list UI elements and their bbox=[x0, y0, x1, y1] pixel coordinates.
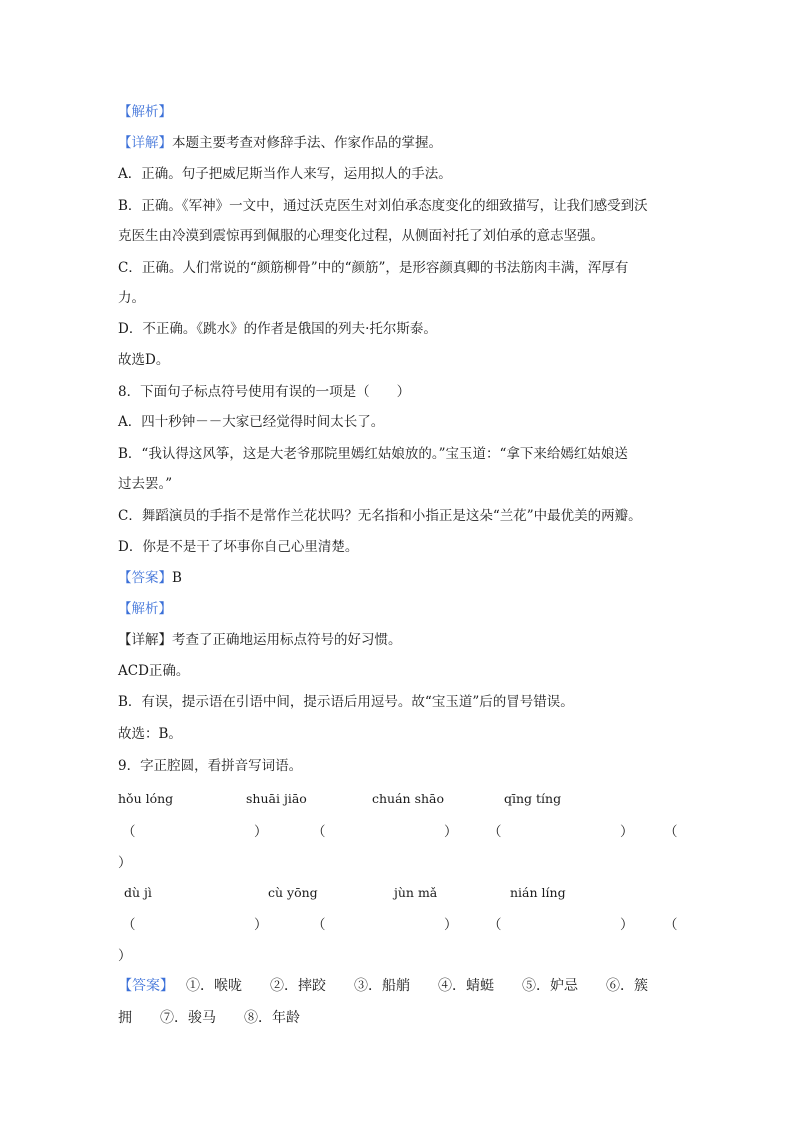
question-8-answer bbox=[118, 568, 182, 588]
pinyin-4: qīng tíng bbox=[504, 791, 562, 806]
final-answer-8: 故选：B。 bbox=[118, 726, 182, 742]
question-8-stem: 8．下面句子标点符号使用有误的一项是（ ） bbox=[118, 384, 411, 400]
blank-3-open: （ bbox=[488, 824, 502, 840]
blank-4-open: （ bbox=[664, 824, 678, 840]
xiangjie-tag-8: 【详解】 bbox=[118, 632, 172, 648]
question-8-option-a: A．四十秒钟－－大家已经觉得时间太长了。 bbox=[118, 414, 385, 430]
blank-2-close: ） bbox=[444, 824, 458, 840]
blank-7-close: ） bbox=[620, 917, 634, 933]
option-a-analysis: A．正确。句子把威尼斯当作人来写，运用拟人的手法。 bbox=[118, 166, 452, 182]
blank-4-close: ） bbox=[118, 855, 132, 871]
pinyin-6: cù yōng bbox=[268, 885, 318, 900]
question-9-answer-line2: 拥 ⑦．骏马 ⑧．年龄 bbox=[118, 1010, 300, 1026]
option-c-analysis-line1: C．正确。人们常说的“颜筋柳骨”中的“颜筋”，是形容颜真卿的书法筋肉丰满，浑厚有 bbox=[118, 260, 629, 276]
xiangjie-tag-1: 【详解】 bbox=[118, 135, 172, 151]
blank-5-close: ） bbox=[254, 917, 268, 933]
option-b-explanation: B．有误，提示语在引语中间，提示语后用逗号。故“宝玉道”后的冒号错误。 bbox=[118, 694, 574, 710]
answer-tag-9: 【答案】 bbox=[118, 978, 174, 994]
pinyin-5: dù jì bbox=[124, 885, 152, 900]
jiexi-tag-8: 【解析】 bbox=[118, 601, 172, 617]
question-8-option-b-line2: 过去罢。” bbox=[118, 476, 173, 492]
blank-6-open: （ bbox=[312, 917, 326, 933]
pinyin-2: shuāi jiāo bbox=[246, 791, 307, 806]
blank-6-close: ） bbox=[444, 917, 458, 933]
blank-8-close: ） bbox=[118, 948, 132, 964]
pinyin-1: hǒu lóng bbox=[118, 791, 174, 806]
answer-conclusion-1: 故选D。 bbox=[118, 352, 170, 368]
document-page bbox=[118, 0, 688, 1123]
question-8-option-b-line1: B．“我认得这风筝，这是大老爷那院里嫣红姑娘放的。”宝玉道：“拿下来给嫣红姑娘送 bbox=[118, 446, 628, 462]
xiangjie-text-1: 本题主要考查对修辞手法、作家作品的掌握。 bbox=[172, 135, 442, 151]
xiangjie-line-8 bbox=[118, 630, 402, 650]
question-9-stem: 9．字正腔圆，看拼音写词语。 bbox=[118, 758, 303, 774]
pinyin-8: nián líng bbox=[510, 885, 566, 900]
pinyin-3: chuán shāo bbox=[372, 791, 445, 806]
xiangjie-text-8: 考查了正确地运用标点符号的好习惯。 bbox=[172, 632, 402, 648]
answer-value-8: B bbox=[172, 570, 182, 586]
blank-8-open: （ bbox=[664, 917, 678, 933]
option-c-analysis-line2: 力。 bbox=[118, 290, 145, 306]
answers-9-part1: ①．喉咙 ②．摔跤 ③．船艄 ④．蜻蜓 ⑤．妒忌 ⑥．簇 bbox=[186, 978, 648, 994]
blank-5-open: （ bbox=[122, 917, 136, 933]
option-b-analysis-line1: B．正确。《军神》一文中，通过沃克医生对刘伯承态度变化的细致描写，让我们感受到沃 bbox=[118, 198, 648, 214]
option-b-analysis-line2: 克医生由冷漠到震惊再到佩服的心理变化过程，从侧面衬托了刘伯承的意志坚强。 bbox=[118, 228, 604, 244]
blank-7-open: （ bbox=[488, 917, 502, 933]
answer-tag-8: 【答案】 bbox=[118, 570, 172, 586]
jiexi-tag-1: 【解析】 bbox=[118, 104, 172, 120]
xiangjie-line-1 bbox=[118, 133, 442, 153]
option-d-analysis: D．不正确。《跳水》的作者是俄国的列夫·托尔斯泰。 bbox=[118, 321, 437, 337]
question-8-option-d: D．你是不是干了坏事你自己心里清楚。 bbox=[118, 539, 359, 555]
acd-correct: ACD正确。 bbox=[118, 663, 190, 679]
blank-3-close: ） bbox=[620, 824, 634, 840]
blank-1-close: ） bbox=[254, 824, 268, 840]
blank-2-open: （ bbox=[312, 824, 326, 840]
blank-1-open: （ bbox=[122, 824, 136, 840]
pinyin-7: jùn mǎ bbox=[394, 885, 438, 900]
question-9-answer-line1 bbox=[118, 976, 648, 996]
question-8-option-c: C．舞蹈演员的手指不是常作兰花状吗？无名指和小指正是这朵“兰花”中最优美的两瓣。 bbox=[118, 508, 642, 524]
